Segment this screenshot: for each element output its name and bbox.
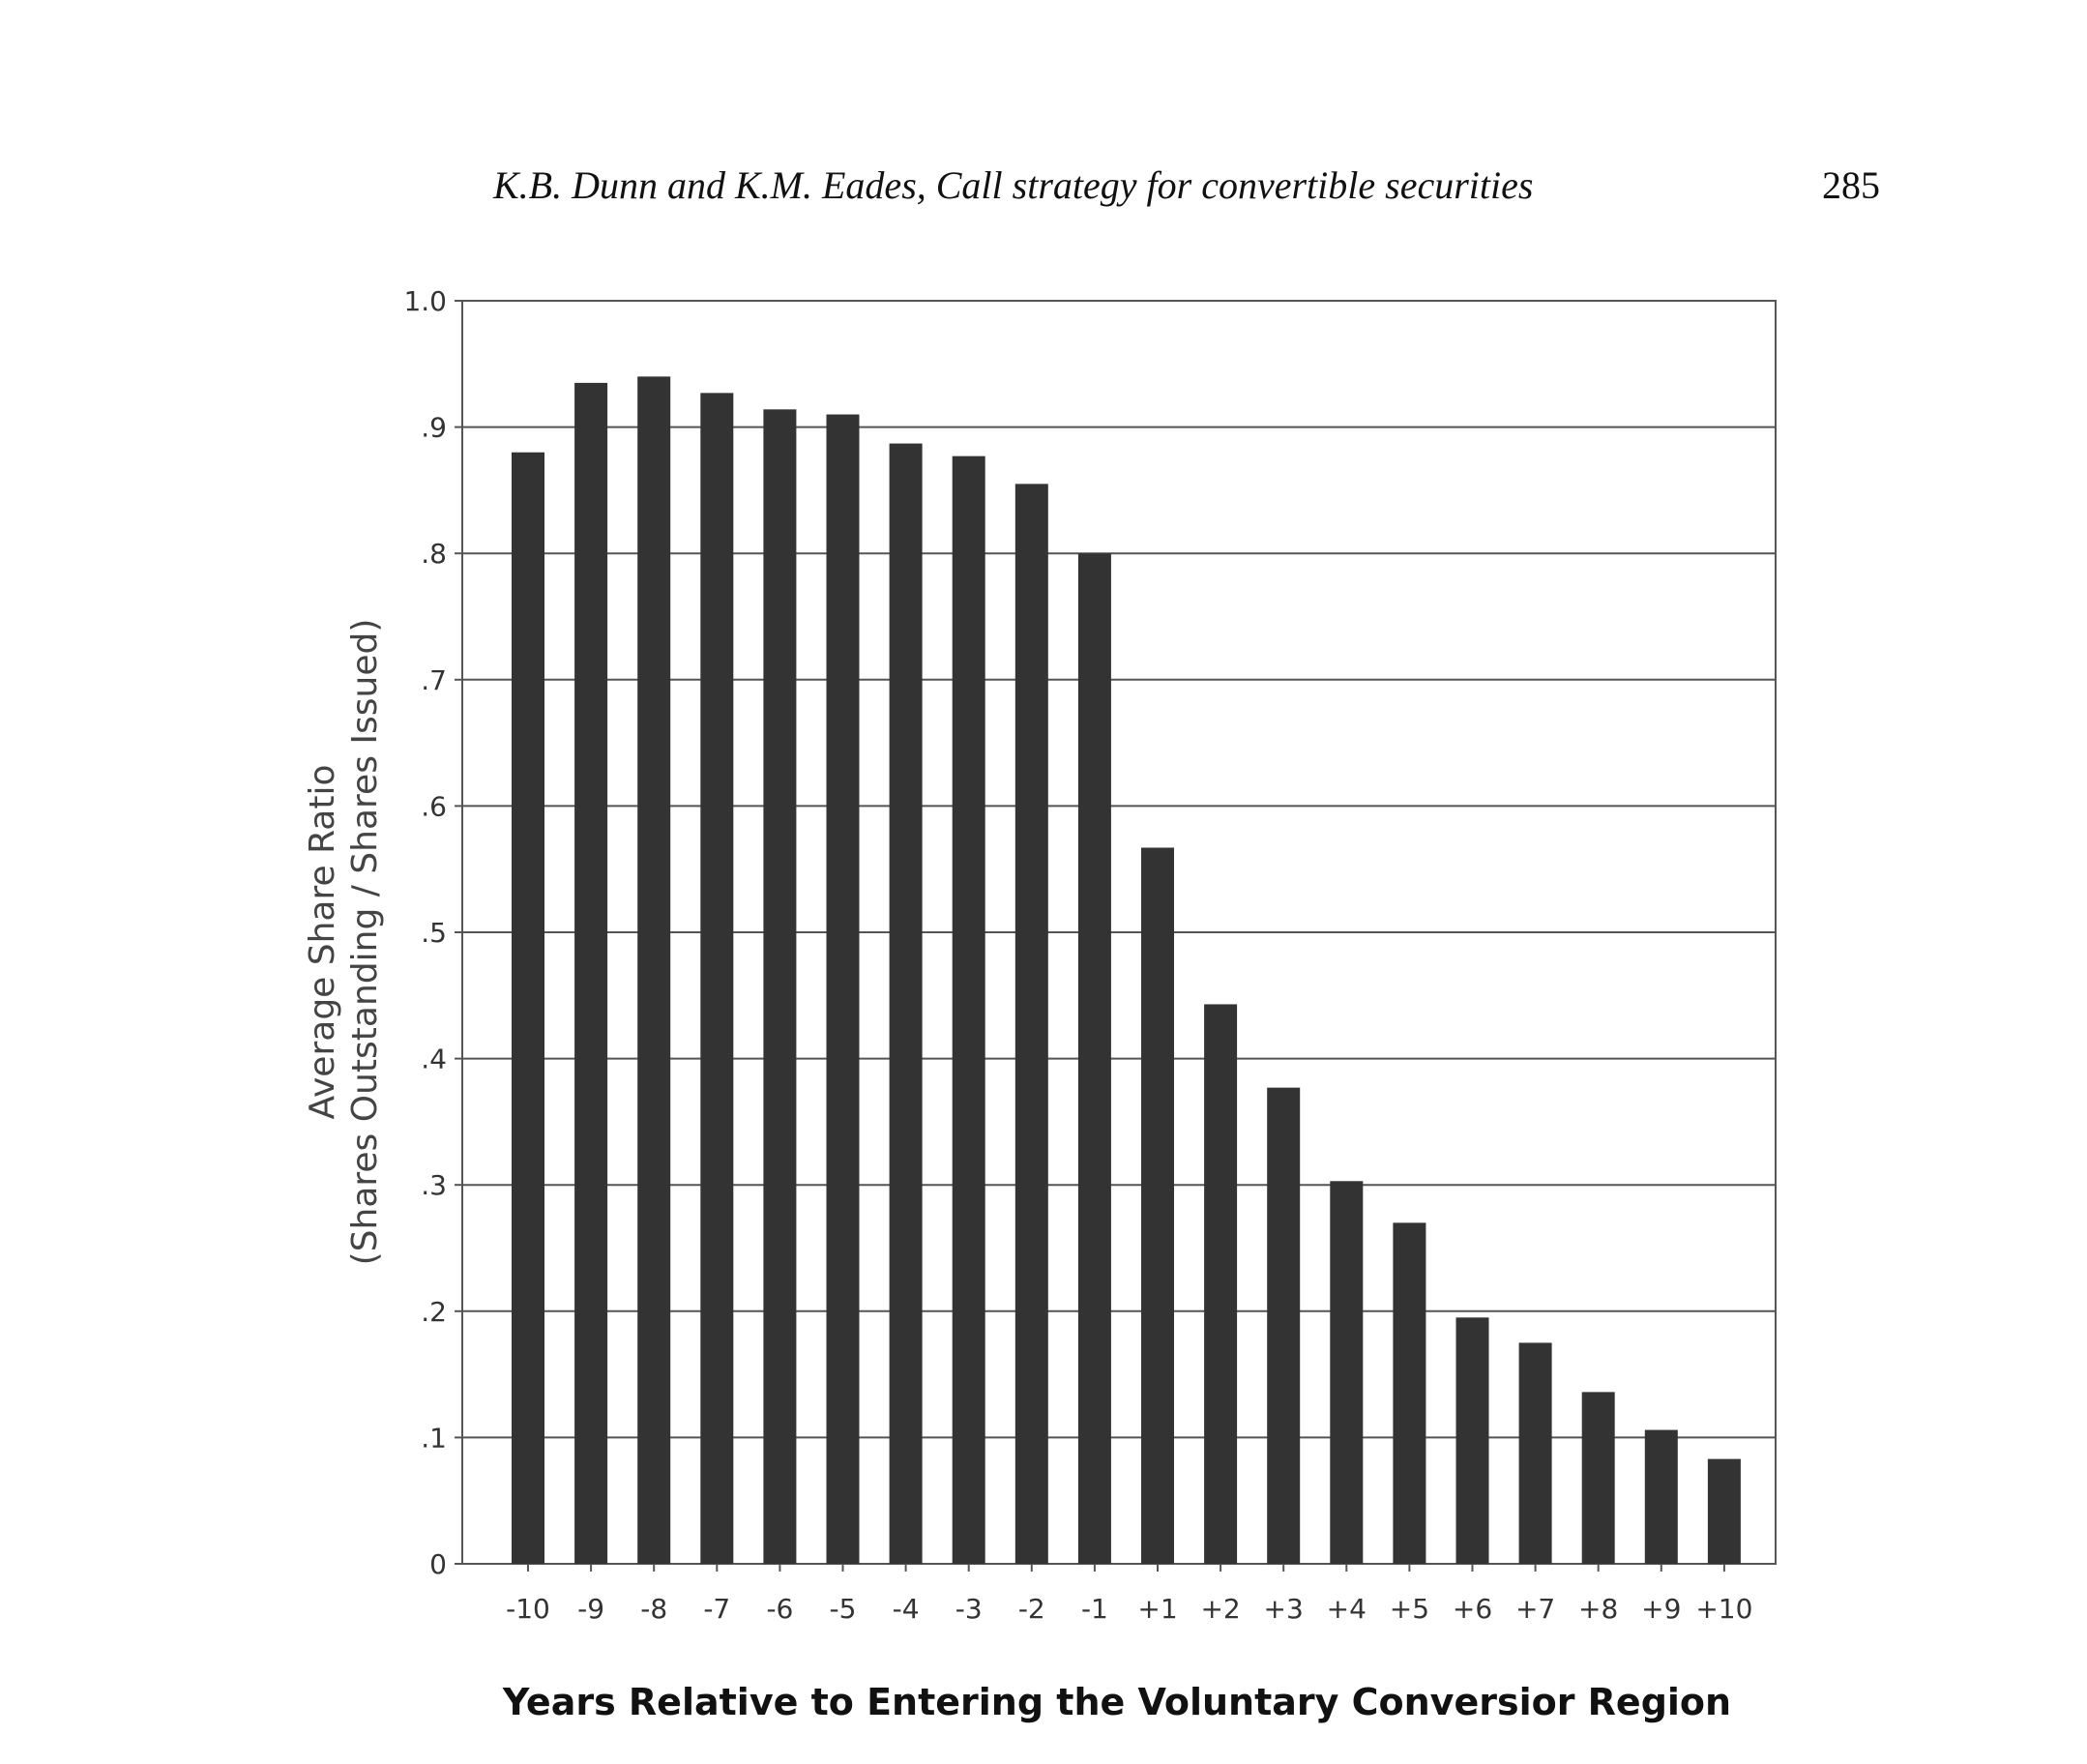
x-tick-label: +4: [1326, 1593, 1367, 1625]
bar: [1645, 1430, 1678, 1564]
y-tick-label: .7: [421, 663, 447, 696]
bar: [1267, 1088, 1300, 1564]
x-tick-label: +8: [1578, 1593, 1619, 1625]
x-tick-label: -4: [892, 1593, 920, 1625]
x-tick-label: +1: [1137, 1593, 1178, 1625]
y-tick-label: .8: [421, 538, 447, 571]
x-tick-label: -7: [703, 1593, 731, 1625]
bar: [700, 393, 733, 1564]
y-tick-label: .6: [421, 790, 447, 823]
x-tick-label: +2: [1200, 1593, 1241, 1625]
bar: [1456, 1317, 1489, 1564]
bar: [574, 383, 607, 1564]
bar: [890, 444, 923, 1564]
y-tick-label: 1.0: [403, 285, 447, 317]
x-axis-label: Years Relative to Entering the Voluntary Conversior Region: [502, 1681, 1732, 1723]
bar: [1141, 847, 1174, 1564]
y-tick-label: .2: [421, 1295, 447, 1328]
x-tick-label: -8: [640, 1593, 668, 1625]
y-axis-label-line1: Average Share Ratio: [303, 764, 342, 1120]
x-tick-label: -9: [577, 1593, 605, 1625]
running-title: K.B. Dunn and K.M. Eades, Call strategy for convertible securities: [493, 163, 1534, 207]
bars: [512, 376, 1741, 1564]
x-tick-label: +9: [1641, 1593, 1682, 1625]
y-tick-label: .3: [421, 1169, 447, 1202]
x-tick-label: +5: [1389, 1593, 1430, 1625]
y-axis-label-line2: (Shares Outstanding / Shares Issued): [345, 618, 385, 1266]
bar: [1582, 1392, 1615, 1564]
x-tick-label: +10: [1695, 1593, 1753, 1625]
bar: [1519, 1342, 1552, 1564]
bar: [512, 453, 544, 1564]
page-number: 285: [1822, 163, 1880, 207]
bar: [1708, 1459, 1741, 1564]
x-tick-label: +6: [1452, 1593, 1493, 1625]
y-axis-ticks: [403, 285, 462, 1580]
bar: [827, 415, 860, 1564]
y-tick-label: .4: [421, 1043, 447, 1075]
x-tick-label: -1: [1080, 1593, 1108, 1625]
y-tick-label: .9: [421, 411, 447, 444]
x-tick-label: +7: [1514, 1593, 1556, 1625]
bar: [1204, 1004, 1237, 1564]
x-tick-label: -2: [1017, 1593, 1045, 1625]
x-tick-label: -6: [766, 1593, 794, 1625]
bar: [1330, 1181, 1363, 1564]
x-tick-label: -10: [506, 1593, 550, 1625]
x-axis-ticks: [506, 1564, 1752, 1625]
x-tick-label: +3: [1263, 1593, 1304, 1625]
y-tick-label: 0: [429, 1548, 447, 1580]
bar: [637, 376, 670, 1564]
x-tick-label: -5: [829, 1593, 857, 1625]
bar: [953, 456, 985, 1564]
y-tick-label: .1: [421, 1422, 447, 1455]
bar: [763, 409, 796, 1564]
bar: [1015, 484, 1048, 1564]
bar: [1393, 1222, 1426, 1564]
x-tick-label: -3: [955, 1593, 983, 1625]
bar: [1078, 553, 1111, 1564]
y-tick-label: .5: [421, 917, 447, 949]
